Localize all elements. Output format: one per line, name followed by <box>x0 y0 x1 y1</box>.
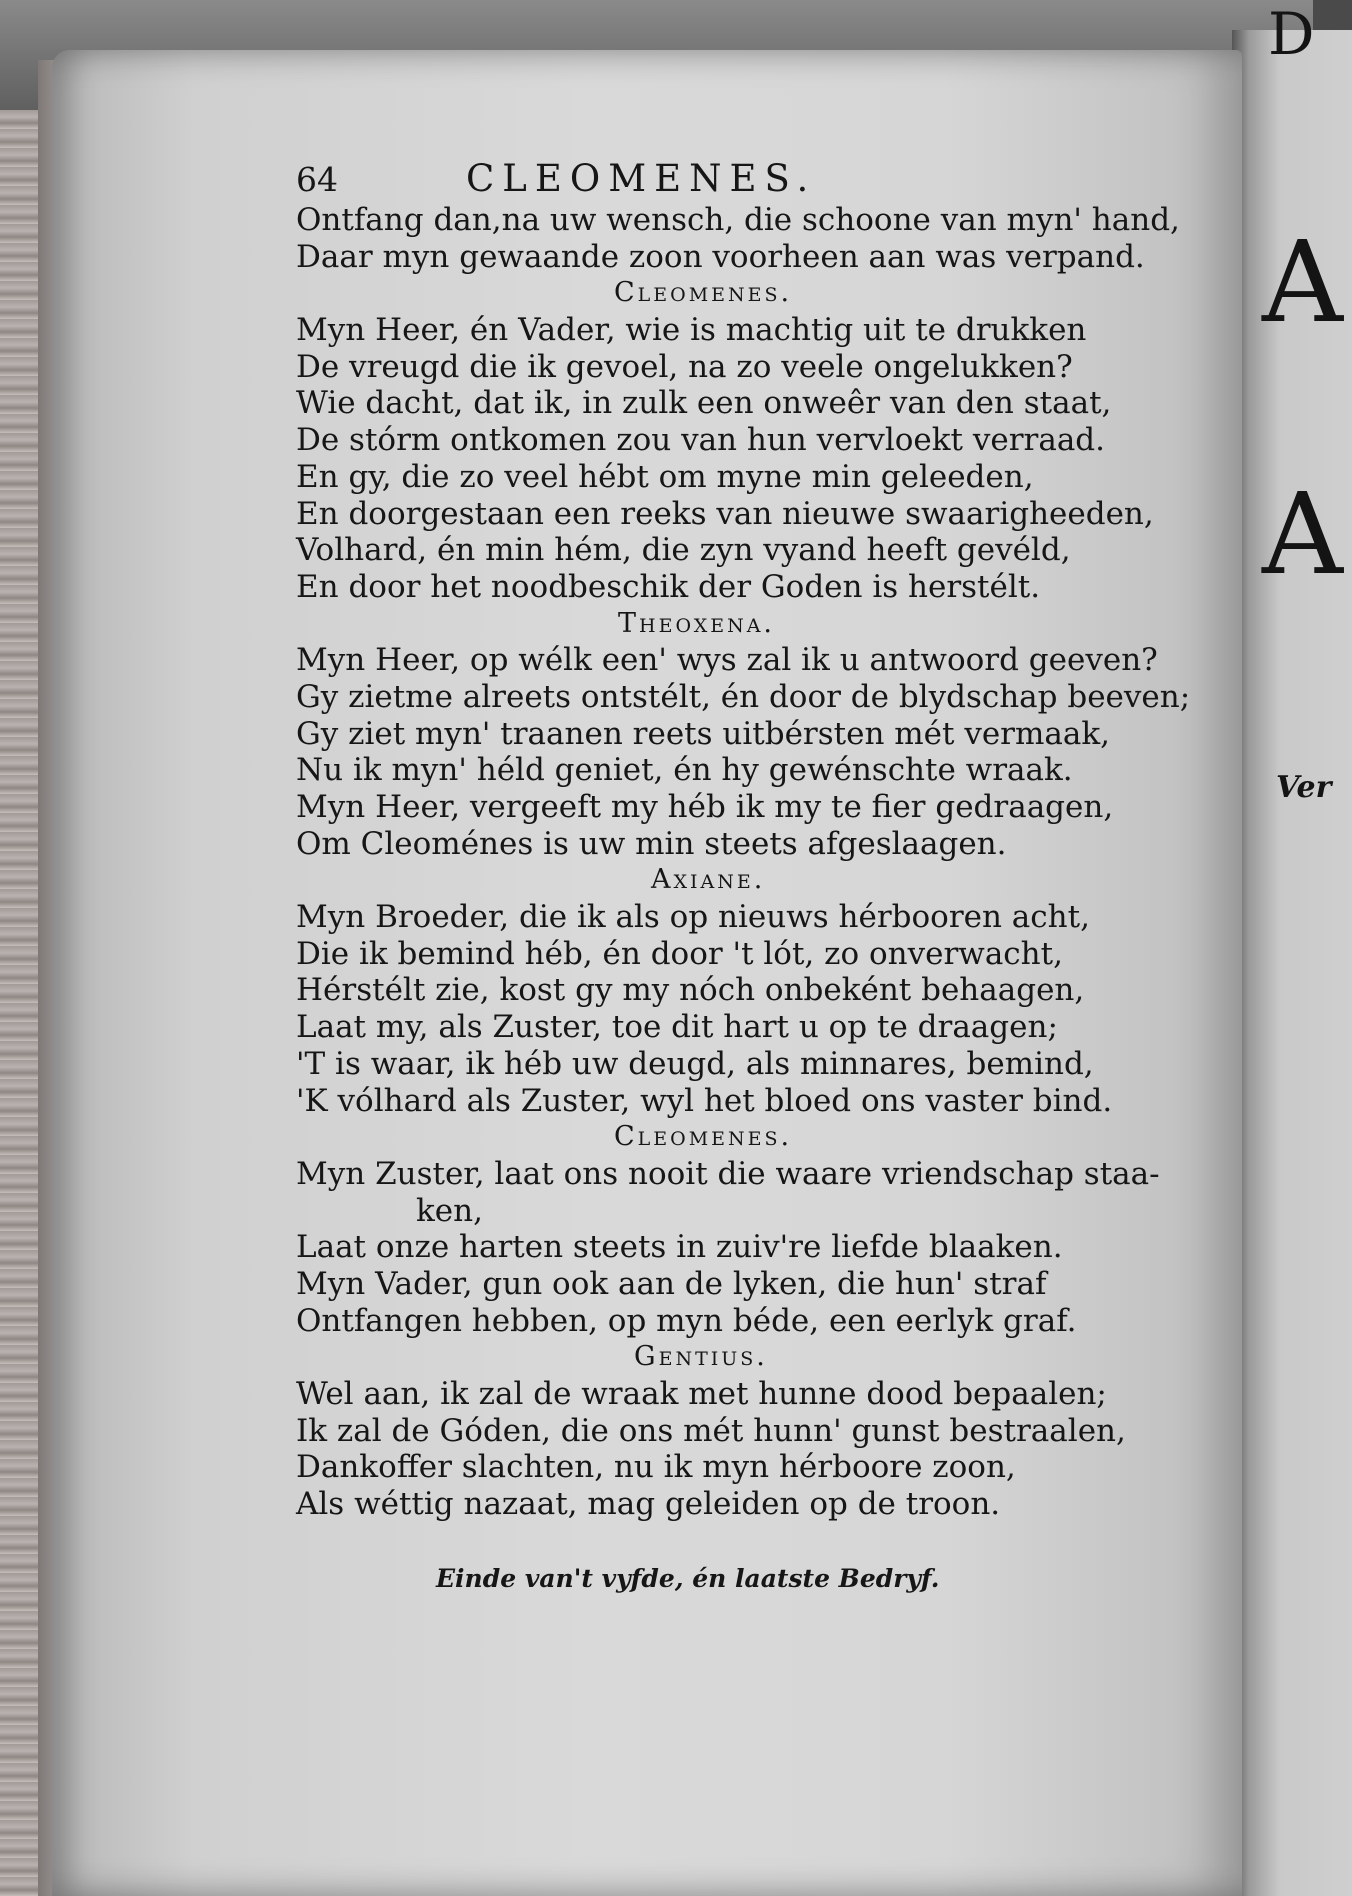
act-end-note: Einde van't vyfde, én laatste Bedryf. <box>436 1563 940 1593</box>
verse-line: 'K vólhard als Zuster, wyl het bloed ons vaster bind. <box>296 1082 1113 1119</box>
verse-line: Volhard, én min hém, die zyn vyand heeft gevéld, <box>296 532 1071 569</box>
verse-line: Laat onze harten steets in zuiv're liefde blaaken. <box>296 1229 1063 1266</box>
section-2 <box>296 606 1196 863</box>
section-5 <box>296 1339 1196 1522</box>
running-title: CLEOMENES. <box>466 157 817 200</box>
verse-line: Wel aan, ik zal de wraak met hunne dood bepaalen; <box>296 1376 1107 1412</box>
verse-line: Dankoffer slachten, nu ik myn hérboore zoon, <box>296 1449 1016 1486</box>
verse-line: Ontfang dan,na uw wensch, die schoone van myn' hand, <box>296 202 1180 238</box>
verse-line: De stórm ontkomen zou van hun vervloekt verraad. <box>296 422 1105 459</box>
verse-line: Ontfangen hebben, op myn béde, een eerlyk graf. <box>296 1302 1077 1339</box>
verse-line: En doorgestaan een reeks van nieuwe swaarigheeden, <box>296 495 1154 532</box>
verse-line: 'T is waar, ik héb uw deugd, als minnares, bemind, <box>296 1045 1094 1082</box>
page-number: 64 <box>296 160 338 199</box>
speaker-heading: Theoxena. <box>618 607 776 639</box>
verse-line: Laat my, als Zuster, toe dit hart u op te draagen; <box>296 1009 1058 1046</box>
verse-line: Myn Vader, gun ook aan de lyken, die hun' straf <box>296 1265 1047 1302</box>
section-0 <box>296 202 1196 275</box>
verse-line: Myn Zuster, laat ons nooit die waare vriendschap staa- <box>296 1155 1160 1192</box>
facing-page-fragment: Ver <box>1276 770 1332 805</box>
verse-line: Daar myn gewaande zoon voorheen aan was verpand. <box>296 238 1145 275</box>
verse-line: Myn Heer, op wélk een' wys zal ik u antwoord geeven? <box>296 642 1158 679</box>
facing-page-letter-2: A <box>1262 470 1343 600</box>
verse-line: Gy ziet myn' traanen reets uitbérsten mét vermaak, <box>296 715 1110 752</box>
verse-line: De vreugd die ik gevoel, na zo veele ongelukken? <box>296 348 1073 385</box>
verse-line: Nu ik myn' héld geniet, én hy gewénschte wraak. <box>296 752 1073 789</box>
verse-line: Om Cleoménes is uw min steets afgeslaagen. <box>296 825 1007 862</box>
facing-page-letter-1: A <box>1262 218 1343 348</box>
verse-line: ken, <box>416 1192 483 1229</box>
verse-line: Wie dacht, dat ik, in zulk een onweêr van den staat, <box>296 385 1112 422</box>
speaker-heading: Gentius. <box>634 1341 768 1373</box>
verse-line: Myn Broeder, die ik als op nieuws hérbooren acht, <box>296 899 1090 936</box>
section-4 <box>296 1119 1196 1339</box>
page-header <box>296 156 1196 202</box>
verse-line: En gy, die zo veel hébt om myne min geleeden, <box>296 458 1034 495</box>
speaker-heading: Axiane. <box>651 864 766 896</box>
verse-line: Ik zal de Góden, die ons mét hunn' gunst bestraalen, <box>296 1412 1126 1449</box>
verse-line: Hérstélt zie, kost gy my nóch onbeként behaagen, <box>296 972 1085 1009</box>
section-3 <box>296 862 1196 1119</box>
verse-line: Myn Heer, vergeeft my héb ik my te fier gedraagen, <box>296 789 1114 825</box>
verse-line: Die ik bemind héb, én door 't lót, zo onverwacht, <box>296 935 1063 972</box>
speaker-heading: Cleomenes. <box>614 1121 793 1153</box>
section-1 <box>296 275 1196 605</box>
verse-line: Gy zietme alreets ontstélt, én door de blydschap beeven; <box>296 678 1191 715</box>
verse-line: En door het noodbeschik der Goden is herstélt. <box>296 568 1041 605</box>
verse-line: Als wéttig nazaat, mag geleiden op de troon. <box>296 1486 1001 1523</box>
page-text <box>296 156 1196 1599</box>
speaker-heading: Cleomenes. <box>614 277 793 309</box>
facing-page-top-letter: D <box>1268 0 1315 68</box>
verse-line: Myn Heer, én Vader, wie is machtig uit te drukken <box>296 312 1087 349</box>
